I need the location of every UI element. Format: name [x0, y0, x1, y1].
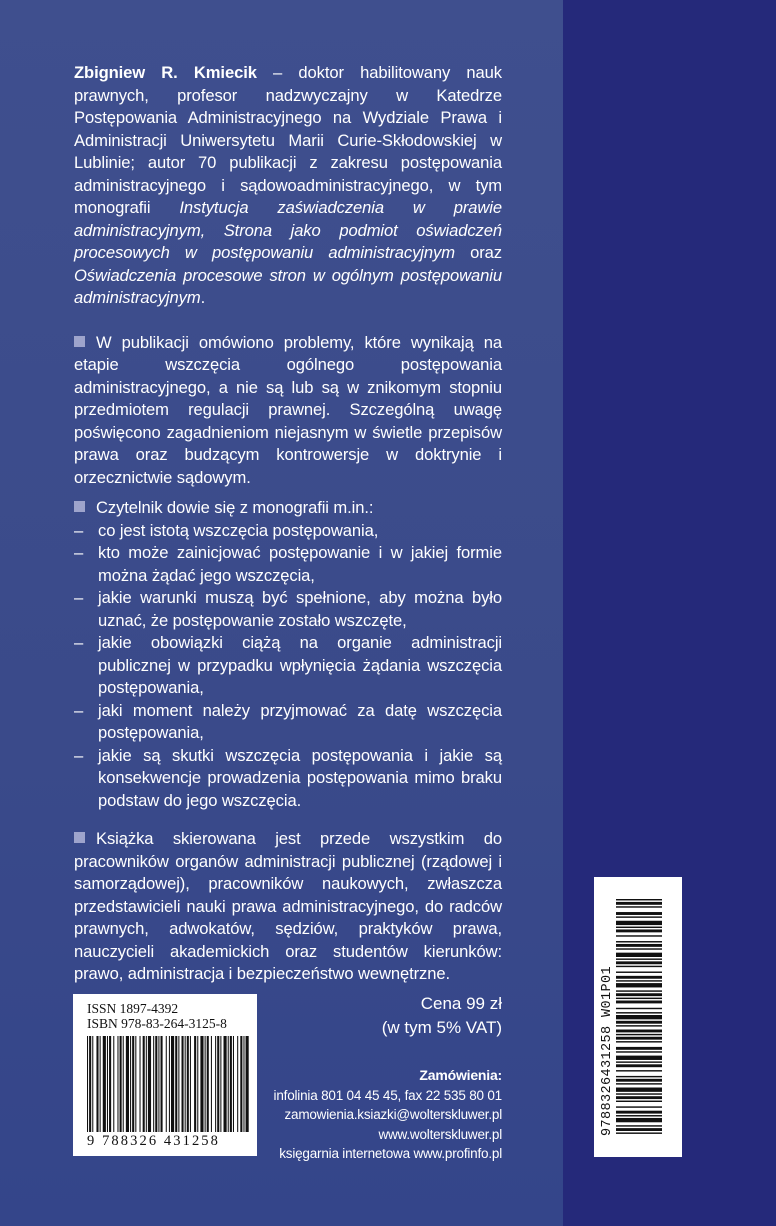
- barcode-bar: [220, 1036, 221, 1132]
- ean-barcode-icon: [87, 1036, 249, 1132]
- orders-heading: Zamówienia:: [419, 1067, 502, 1083]
- barcode-bar: [230, 1036, 232, 1132]
- square-bullet-icon: [74, 336, 85, 347]
- barcode-bar: [194, 1036, 196, 1132]
- barcode-bar: [616, 921, 662, 925]
- monograph-titles: Instytucja zaświadczenia w prawie administracyjnym, Strona jako podmiot oświadczeń procesowych w postępowaniu administracyjnym: [74, 198, 502, 262]
- isbn-barcode-box: [73, 994, 257, 1156]
- barcode-bar: [616, 998, 662, 999]
- price-block: [382, 992, 502, 1040]
- barcode-bar: [616, 1083, 662, 1084]
- barcode-bar: [616, 1115, 662, 1116]
- barcode-bar: [217, 1036, 219, 1132]
- barcode-bar: [616, 1047, 662, 1050]
- barcode-bar: [616, 993, 662, 996]
- barcode-bar: [103, 1036, 106, 1132]
- barcode-bar: [155, 1036, 157, 1132]
- monograph-title: Oświadczenia procesowe stron w ogólnym postępowaniu administracyjnym: [74, 265, 502, 307]
- barcode-bar: [616, 948, 662, 949]
- barcode-bar: [237, 1036, 238, 1132]
- barcode-bar: [616, 1037, 662, 1040]
- barcode-bar: [616, 1021, 662, 1024]
- square-bullet-icon: [74, 832, 85, 843]
- barcode-bar: [130, 1036, 131, 1132]
- list-item: – jakie warunki muszą być spełnione, aby można było uznać, że postępowanie zostało wszczęte,: [74, 588, 502, 630]
- barcode-bar: [92, 1036, 93, 1132]
- barcode-bar: [169, 1036, 170, 1132]
- barcode-bar: [113, 1036, 114, 1132]
- barcode-bar: [148, 1036, 151, 1132]
- barcode-bar: [616, 1015, 662, 1019]
- barcode-bar: [123, 1036, 124, 1132]
- list-item: – jakie są skutki wszczęcia postępowania i jakie są konsekwencje prowadzenia postępowania mimo braku podstaw do jego wszczęcia.: [74, 745, 502, 810]
- square-bullet-icon: [74, 501, 85, 512]
- barcode-bar: [616, 1025, 662, 1026]
- barcode-bar: [616, 1111, 662, 1114]
- barcode-bar: [616, 980, 662, 981]
- barcode-bar: [616, 1034, 662, 1035]
- barcode-bar: [240, 1036, 242, 1132]
- barcode-bar: [161, 1036, 163, 1132]
- barcode-bar: [143, 1036, 145, 1132]
- topics-list: [74, 520, 502, 813]
- barcode-bar: [187, 1036, 189, 1132]
- barcode-bar: [100, 1036, 101, 1132]
- barcode-bar: [616, 927, 662, 928]
- barcode-bar: [616, 935, 662, 936]
- barcode-bar: [616, 1051, 662, 1052]
- spine-barcode-icon: [616, 899, 662, 1135]
- barcode-bar: [228, 1036, 229, 1132]
- barcode-bar: [616, 1096, 662, 1099]
- barcode-bar: [616, 961, 662, 964]
- barcode-bar: [175, 1036, 177, 1132]
- barcode-bar: [182, 1036, 184, 1132]
- barcode-bar: [616, 906, 662, 907]
- barcode-bar: [158, 1036, 159, 1132]
- barcode-bar: [616, 929, 662, 932]
- barcode-bar: [87, 1036, 88, 1132]
- orders-block: [274, 1066, 502, 1164]
- barcode-bar: [616, 1093, 662, 1094]
- barcode-bar: [246, 1036, 249, 1132]
- barcode-bar: [616, 941, 662, 942]
- author-name: Zbigniew R. Kmiecik: [74, 63, 257, 82]
- barcode-bar: [215, 1036, 216, 1132]
- barcode-bar: [140, 1036, 141, 1132]
- barcode-bar: [616, 1056, 662, 1060]
- barcode-bar: [224, 1036, 227, 1132]
- barcode-bar: [166, 1036, 167, 1132]
- list-item: – co jest istotą wszczęcia postępowania,: [74, 520, 379, 540]
- barcode-bar: [616, 1064, 662, 1067]
- barcode-bar: [207, 1036, 209, 1132]
- barcode-bar: [153, 1036, 154, 1132]
- barcode-bar: [616, 990, 662, 991]
- barcode-bar: [200, 1036, 203, 1132]
- barcode-bar: [616, 912, 662, 915]
- barcode-bar: [616, 916, 662, 917]
- barcode-bar: [178, 1036, 179, 1132]
- list-item: – jakie obowiązki ciążą na organie administracji publicznej w przypadku wpłynięcia żądania wszczęcia postępowania,: [74, 633, 502, 697]
- issn-label: ISSN 1897-4392: [87, 1001, 179, 1016]
- list-item: – jaki moment należy przyjmować za datę wszczęcia postępowania,: [74, 700, 502, 742]
- barcode-bar: [616, 1008, 662, 1009]
- barcode-bar: [616, 1061, 662, 1062]
- barcode-bar: [616, 966, 662, 967]
- author-bio: Zbigniew R. Kmiecik – doktor habilitowany nauk prawnych, profesor nadzwyczajny w Katedrze Postępowania Administracyjnego na Wydziale Prawa i Administracji Uniwersytetu Marii Curie-Skłodowskiej w Lublinie; autor 70 publikacji z zakresu postępowania administracyjnego i sądowoadministracyjnego, w tym monografii Instytucja zaświadczenia w prawie administracyjnym, Strona jako podmiot oświadczeń procesowych w postępowaniu administracyjnym oraz Oświadczenia procesowe stron w ogólnym postępowaniu administracyjnym.: [74, 63, 502, 307]
- barcode-bar: [120, 1036, 122, 1132]
- barcode-bar: [616, 953, 662, 957]
- list-intro: Czytelnik dowie się z monografii m.in.:: [74, 497, 502, 520]
- barcode-bar: [616, 976, 662, 979]
- price: Cena 99 zł: [420, 994, 502, 1013]
- spine-barcode-digits: 9788326431258 W01P01: [600, 965, 615, 1136]
- barcode-bar: [243, 1036, 244, 1132]
- barcode-bar: [135, 1036, 136, 1132]
- barcode-bar: [616, 972, 662, 973]
- summary-paragraph: W publikacji omówiono problemy, które wynikają na etapie wszczęcia ogólnego postępowania administracyjnego, a nie są lub są w znikomym stopniu przedmiotem regulacji prawnej. Szczególną uwagę poświęcono zagadnieniom niejasnym w świetle przepisów prawa oraz budzącym kontrowersje w doktrynie i orzecznictwie sądowym.: [74, 332, 502, 487]
- barcode-bar: [616, 1106, 662, 1107]
- barcode-bar: [117, 1036, 118, 1132]
- barcode-digits: 9 788326 431258: [87, 1133, 220, 1149]
- barcode-bar: [616, 902, 662, 905]
- barcode-bar: [197, 1036, 198, 1132]
- barcode-bar: [616, 1070, 662, 1071]
- barcode-bar: [89, 1036, 91, 1132]
- barcode-bar: [616, 1012, 662, 1013]
- barcode-bar: [616, 1079, 662, 1082]
- barcode-bar: [96, 1036, 98, 1132]
- barcode-bar: [616, 1001, 662, 1004]
- barcode-bar: [616, 1128, 662, 1131]
- barcode-bar: [146, 1036, 147, 1132]
- description-text: [74, 62, 502, 986]
- barcode-bar: [616, 958, 662, 959]
- vat-note: (w tym 5% VAT): [381, 1018, 502, 1037]
- barcode-bar: [132, 1036, 134, 1132]
- orders-shop: księgarnia internetowa www.profinfo.pl: [279, 1146, 502, 1161]
- orders-phones: infolinia 801 04 45 45, fax 22 535 80 01: [273, 1087, 502, 1103]
- barcode-bar: [616, 1076, 662, 1077]
- barcode-bar: [616, 1041, 662, 1042]
- barcode-bar: [205, 1036, 206, 1132]
- barcode-bar: [616, 1088, 662, 1092]
- barcode-bar: [616, 1125, 662, 1126]
- barcode-bar: [126, 1036, 129, 1132]
- barcode-bar: [616, 899, 662, 900]
- orders-email: zamowienia.ksiazki@wolterskluwer.pl: [284, 1107, 502, 1122]
- barcode-bar: [171, 1036, 174, 1132]
- barcode-bar: [211, 1036, 212, 1132]
- barcode-bar: [616, 944, 662, 947]
- orders-website: www.wolterskluwer.pl: [378, 1126, 502, 1142]
- barcode-bar: [185, 1036, 186, 1132]
- barcode-bar: [616, 1118, 662, 1122]
- barcode-bar: [616, 1101, 662, 1102]
- barcode-bar: [616, 983, 662, 987]
- barcode-bar: [107, 1036, 108, 1132]
- barcode-bar: [233, 1036, 234, 1132]
- barcode-bar: [616, 1132, 662, 1133]
- barcode-bar: [190, 1036, 191, 1132]
- list-item: – kto może zainicjować postępowanie i w jakiej formie można żądać jego wszczęcia,: [74, 543, 502, 585]
- isbn-label: ISBN 978-83-264-3125-8: [87, 1016, 227, 1031]
- audience-paragraph: Książka skierowana jest przede wszystkim do pracowników organów administracji publicznej (rządowej i samorządowej), pracowników naukowych, zwłaszcza przedstawicieli nauki prawa administracyjnego, do radców prawnych, adwokatów, sędziów, praktyków prawa, nauczycieli akademickich oraz studentów kierunków: prawo, administracja i bezpieczeństwo wewnętrzne.: [74, 829, 502, 983]
- barcode-bar: [616, 1030, 662, 1033]
- barcode-bar: [109, 1036, 111, 1132]
